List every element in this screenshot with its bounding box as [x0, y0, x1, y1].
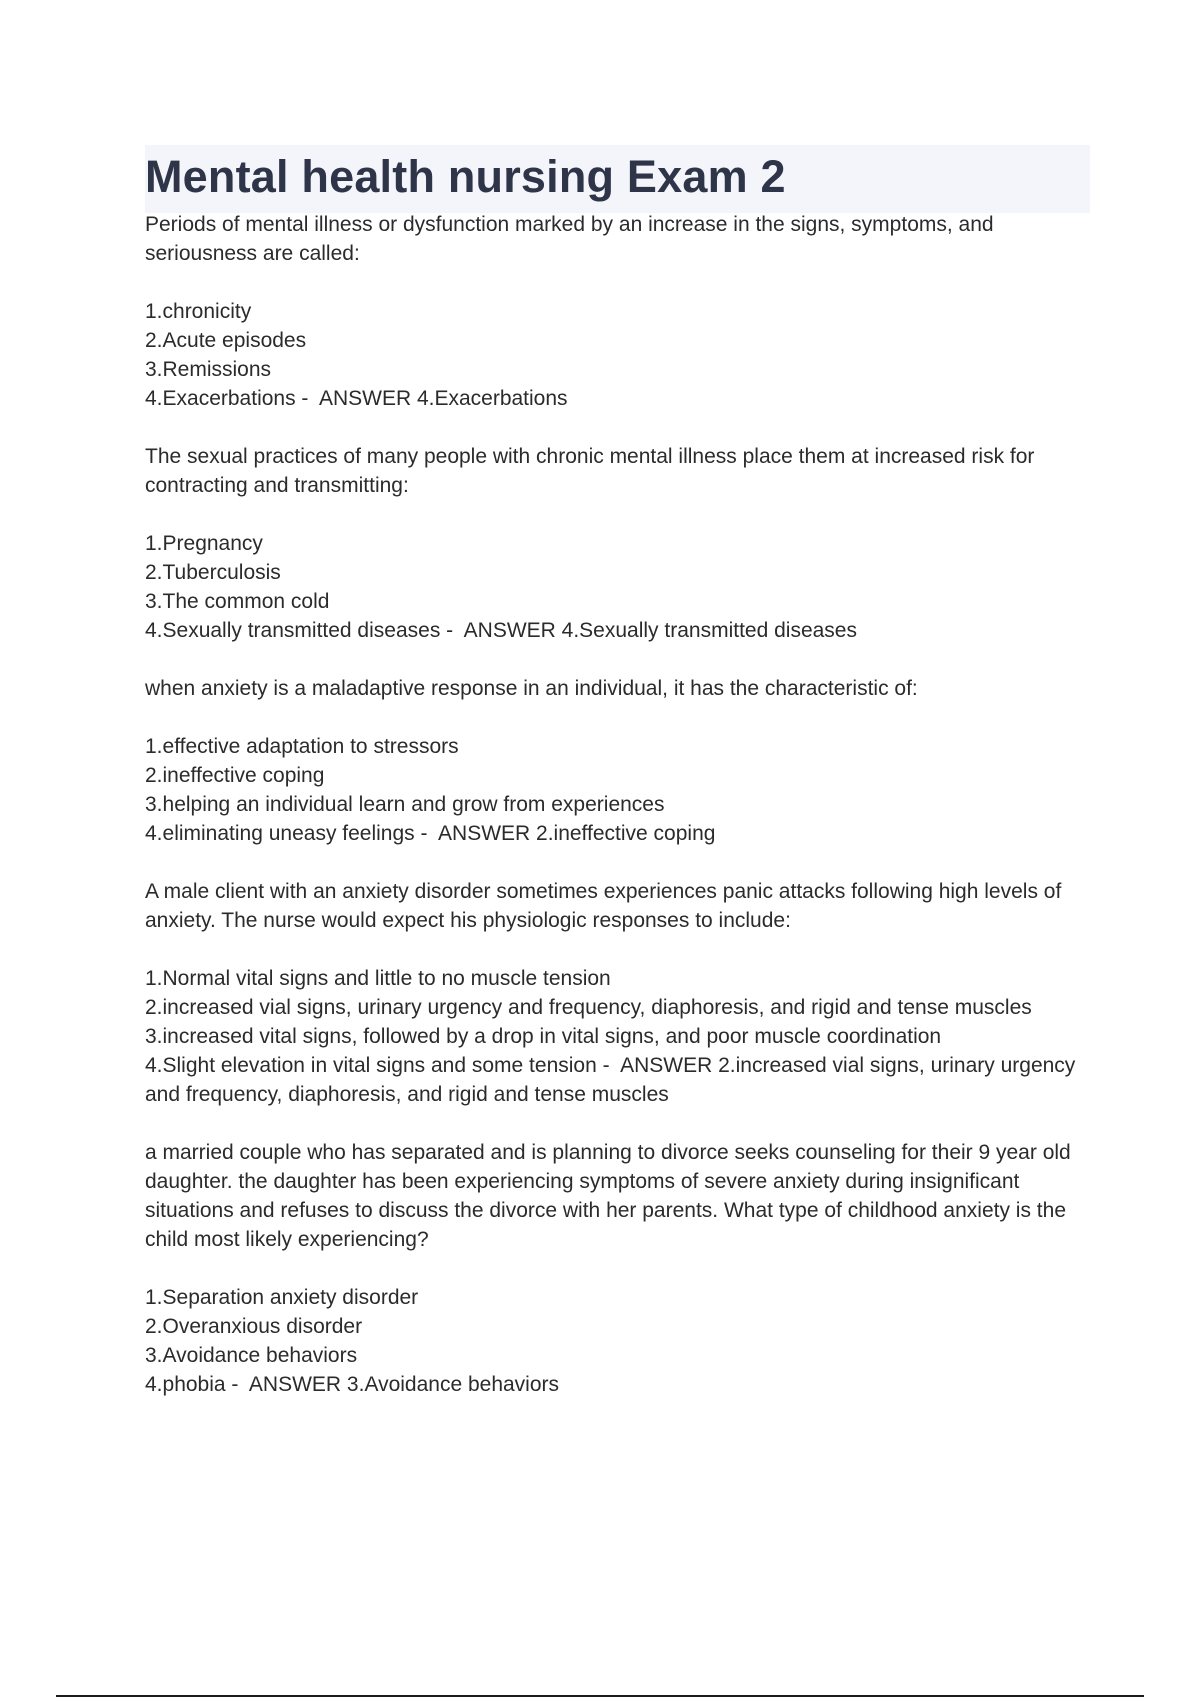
option-list: [145, 732, 1095, 848]
option-text: 4.Slight elevation in vital signs and some tension: [145, 1054, 597, 1077]
page-title: Mental health nursing Exam 2: [145, 151, 786, 202]
question-list: [145, 210, 1095, 1428]
option-text: 4.Sexually transmitted diseases: [145, 619, 441, 642]
option-item: 2.Acute episodes: [145, 329, 307, 352]
option-list: [145, 297, 1095, 413]
question-text: Periods of mental illness or dysfunction marked by an increase in the signs, symptoms, and seriousness are called:: [145, 213, 994, 265]
answer-text: ANSWER 3.Avoidance behaviors: [248, 1373, 560, 1396]
answer-text: ANSWER 2.ineffective coping: [438, 822, 716, 845]
option-text: 4.eliminating uneasy feelings: [145, 822, 415, 845]
option-item: 3.The common cold: [145, 590, 330, 613]
option-item: 3.Avoidance behaviors: [145, 1344, 358, 1367]
option-item-with-answer: 4.phobia - ANSWER 3.Avoidance behaviors: [145, 1373, 560, 1396]
question-block-3: [145, 674, 1095, 848]
question-text: The sexual practices of many people with chronic mental illness place them at increased risk for contracting and transmitting:: [145, 445, 1035, 497]
option-item: 1.effective adaptation to stressors: [145, 735, 459, 758]
answer-text: ANSWER 4.Sexually transmitted diseases: [463, 619, 857, 642]
option-item: 2.ineffective coping: [145, 764, 325, 787]
question-text: a married couple who has separated and is planning to divorce seeks counseling for their 9 year old daughter. the daughter has been experiencing symptoms of severe anxiety during insignificant situations and refuses to discuss the divorce with her parents. What type of childhood anxiety is the child most likely experiencing?: [145, 1141, 1071, 1251]
question-block-1: [145, 210, 1095, 413]
question-block-5: [145, 1138, 1095, 1399]
answer-text: ANSWER 4.Exacerbations: [318, 387, 568, 410]
option-item: 1.Pregnancy: [145, 532, 263, 555]
option-item-with-answer: 4.Sexually transmitted diseases - ANSWER 4.Sexually transmitted diseases: [145, 619, 857, 642]
option-item: 2.Tuberculosis: [145, 561, 281, 584]
option-list: [145, 529, 1095, 645]
option-item: 1.Normal vital signs and little to no muscle tension: [145, 967, 611, 990]
question-block-4: [145, 877, 1095, 1109]
option-item: 1.chronicity: [145, 300, 252, 323]
footer-divider: [56, 1695, 1144, 1697]
option-item: 3.helping an individual learn and grow from experiences: [145, 793, 665, 816]
option-item-with-answer: 4.Exacerbations - ANSWER 4.Exacerbations: [145, 387, 568, 410]
answer-text: ANSWER 2.increased vial signs, urinary urgency and frequency, diaphoresis, and rigid and tense muscles: [145, 1054, 1076, 1106]
option-text: 4.phobia: [145, 1373, 226, 1396]
option-list: [145, 1283, 1095, 1399]
option-item: 2.increased vial signs, urinary urgency and frequency, diaphoresis, and rigid and tense muscles: [145, 996, 1032, 1019]
option-item-with-answer: 4.Slight elevation in vital signs and some tension - ANSWER 2.increased vial signs, urinary urgency and frequency, diaphoresis, and rigid and tense muscles: [145, 1054, 1076, 1106]
option-item: 3.Remissions: [145, 358, 272, 381]
option-item: 3.increased vital signs, followed by a drop in vital signs, and poor muscle coordination: [145, 1025, 942, 1048]
question-block-2: [145, 442, 1095, 645]
question-text: when anxiety is a maladaptive response in an individual, it has the characteristic of:: [145, 677, 918, 700]
option-list: [145, 964, 1095, 1109]
option-item-with-answer: 4.eliminating uneasy feelings - ANSWER 2.ineffective coping: [145, 822, 716, 845]
question-text: A male client with an anxiety disorder sometimes experiences panic attacks following high levels of anxiety. The nurse would expect his physiologic responses to include:: [145, 880, 1062, 932]
option-item: 1.Separation anxiety disorder: [145, 1286, 419, 1309]
option-item: 2.Overanxious disorder: [145, 1315, 363, 1338]
option-text: 4.Exacerbations: [145, 387, 296, 410]
